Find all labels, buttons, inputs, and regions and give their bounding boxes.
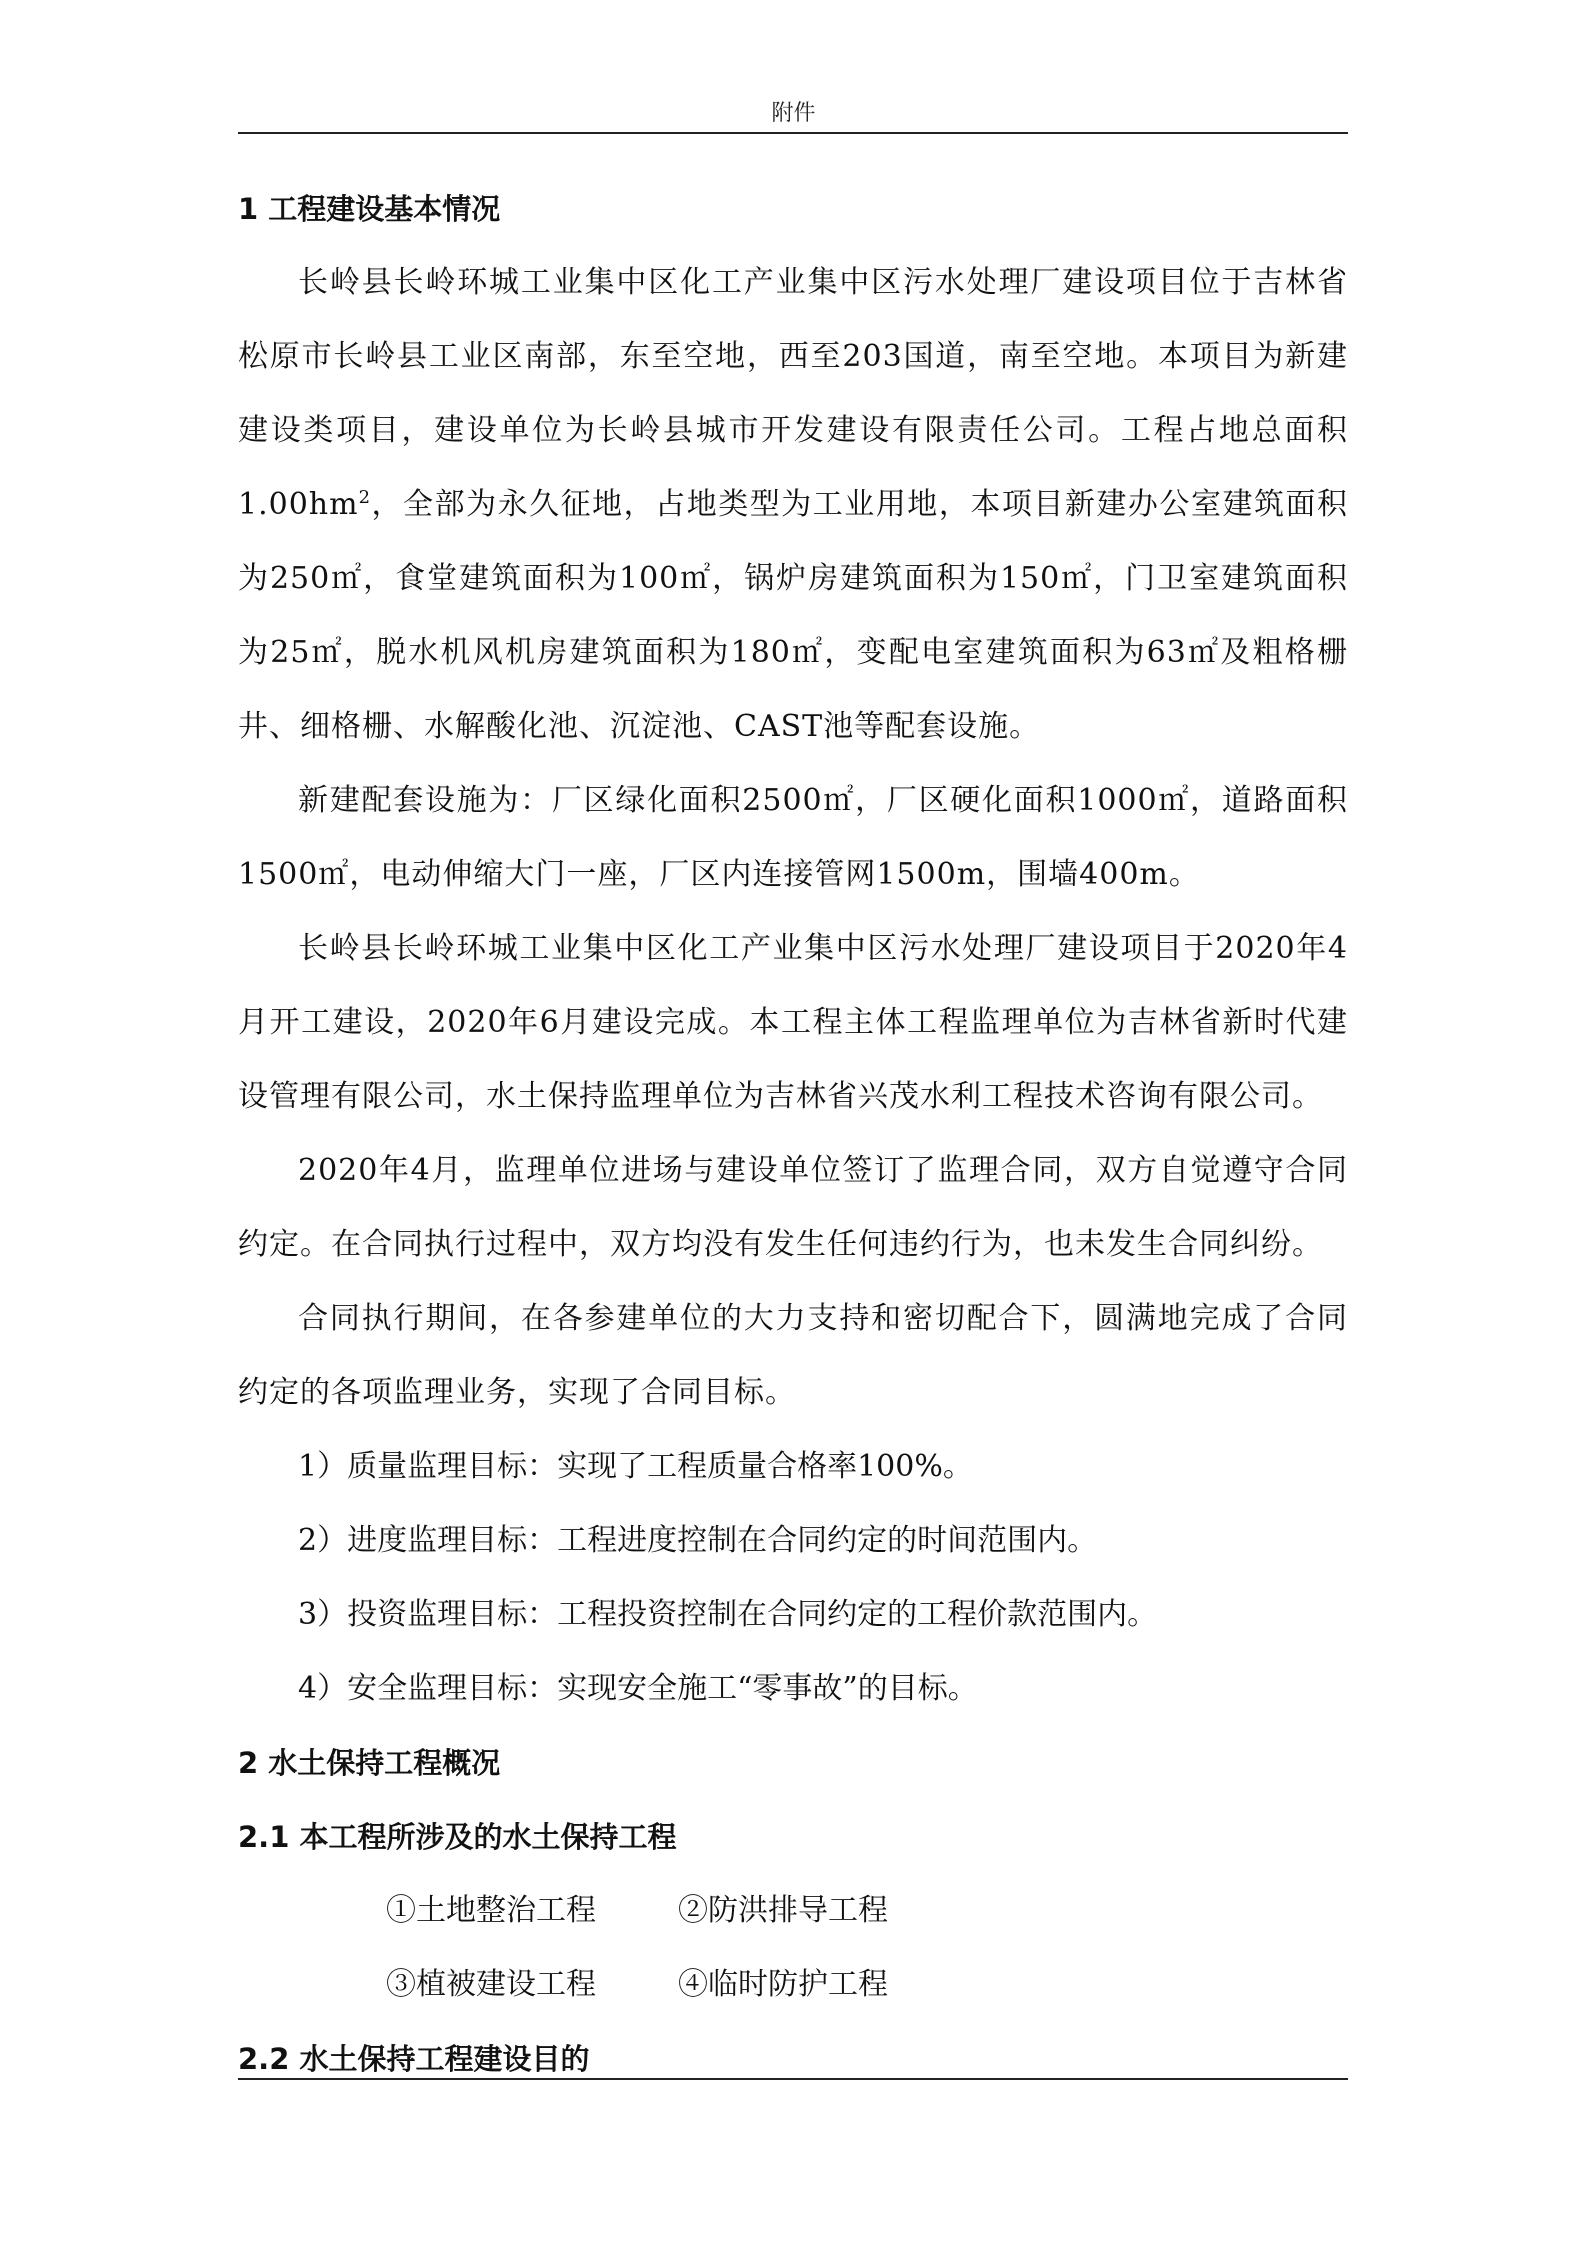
document-body	[238, 172, 1348, 2096]
works-list-row	[238, 1874, 1348, 1948]
paragraph-text: ，全部为永久征地，占地类型为工业用地，本项目新建办公室建筑面积为250㎡，食堂建筑面积为100㎡，锅炉房建筑面积为150㎡，门卫室建筑面积为25㎡，脱水机风机房建筑面积为180㎡，变配电室建筑面积为63㎡及粗格栅井、细格栅、水解酸化池、沉淀池、CAST池等配套设施。	[238, 487, 1348, 744]
section-2-1-heading: 2.1 本工程所涉及的水土保持工程	[238, 1820, 677, 1854]
project-overview-paragraph	[238, 246, 1348, 764]
schedule-paragraph: 长岭县长岭环城工业集中区化工产业集中区污水处理厂建设项目于2020年4月开工建设，2020年6月建设完成。本工程主体工程监理单位为吉林省新时代建设管理有限公司，水土保持监理单位为吉林省兴茂水利工程技术咨询有限公司。	[238, 931, 1348, 1114]
paragraph-text: 长岭县长岭环城工业集中区化工产业集中区污水处理厂建设项目位于吉林省松原市长岭县工业区南部，东至空地，西至203国道，南至空地。本项目为新建建设类项目，建设单位为长岭县城市开发建设有限责任公司。工程占地总面积1.00hm	[238, 265, 1348, 522]
works-list-item: ②防洪排导工程	[678, 1893, 888, 1928]
footer-divider	[238, 2078, 1348, 2080]
goal-item-investment: 3）投资监理目标：工程投资控制在合同约定的工程价款范围内。	[298, 1597, 1158, 1632]
goal-item-safety: 4）安全监理目标：实现安全施工“零事故”的目标。	[298, 1671, 978, 1706]
header-divider	[238, 132, 1348, 134]
page-header-label: 附件	[771, 101, 816, 126]
superscript: 2	[358, 487, 372, 508]
contract-paragraph: 2020年4月，监理单位进场与建设单位签订了监理合同，双方自觉遵守合同约定。在合同执行过程中，双方均没有发生任何违约行为，也未发生合同纠纷。	[238, 1153, 1348, 1262]
works-list-item: ④临时防护工程	[678, 1967, 888, 2002]
section-2-2-heading: 2.2 水土保持工程建设目的	[238, 2042, 590, 2076]
section-1-heading: 1 工程建设基本情况	[238, 192, 501, 226]
works-list-item: ①土地整治工程	[386, 1893, 596, 1928]
section-2-heading: 2 水土保持工程概况	[238, 1746, 501, 1780]
works-list-row	[238, 1948, 1348, 2022]
works-list-item: ③植被建设工程	[386, 1967, 596, 2002]
goal-item-quality: 1）质量监理目标：实现了工程质量合格率100%。	[298, 1449, 973, 1484]
goal-item-schedule: 2）进度监理目标：工程进度控制在合同约定的时间范围内。	[298, 1523, 1098, 1558]
contract-execution-paragraph: 合同执行期间，在各参建单位的大力支持和密切配合下，圆满地完成了合同约定的各项监理业务，实现了合同目标。	[238, 1301, 1348, 1410]
facilities-paragraph: 新建配套设施为：厂区绿化面积2500㎡，厂区硬化面积1000㎡，道路面积1500㎡，电动伸缩大门一座，厂区内连接管网1500m，围墙400m。	[238, 783, 1348, 892]
